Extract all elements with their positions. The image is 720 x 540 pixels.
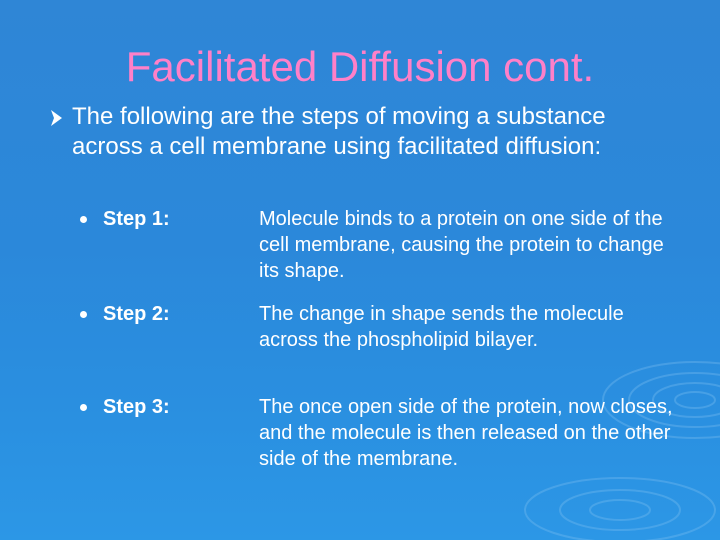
dot-bullet-icon — [80, 311, 87, 318]
step-label: Step 3: — [103, 396, 170, 418]
intro-text: The following are the steps of moving a substance across a cell membrane using facilitated diffusion: — [72, 103, 606, 160]
step-description: Molecule binds to a protein on one side of the cell membrane, causing the protein to change its shape. — [259, 208, 664, 282]
arrow-bullet-icon — [50, 108, 64, 128]
step-description: The once open side of the protein, now closes, and the molecule is then released on the other side of the membrane. — [259, 396, 673, 470]
step-description: The change in shape sends the molecule across the phospholipid bilayer. — [259, 303, 624, 351]
step-label: Step 2: — [103, 303, 170, 325]
slide-title: Facilitated Diffusion cont. — [125, 43, 595, 90]
dot-bullet-icon — [80, 216, 87, 223]
step-label: Step 1: — [103, 208, 170, 230]
dot-bullet-icon — [80, 404, 87, 411]
